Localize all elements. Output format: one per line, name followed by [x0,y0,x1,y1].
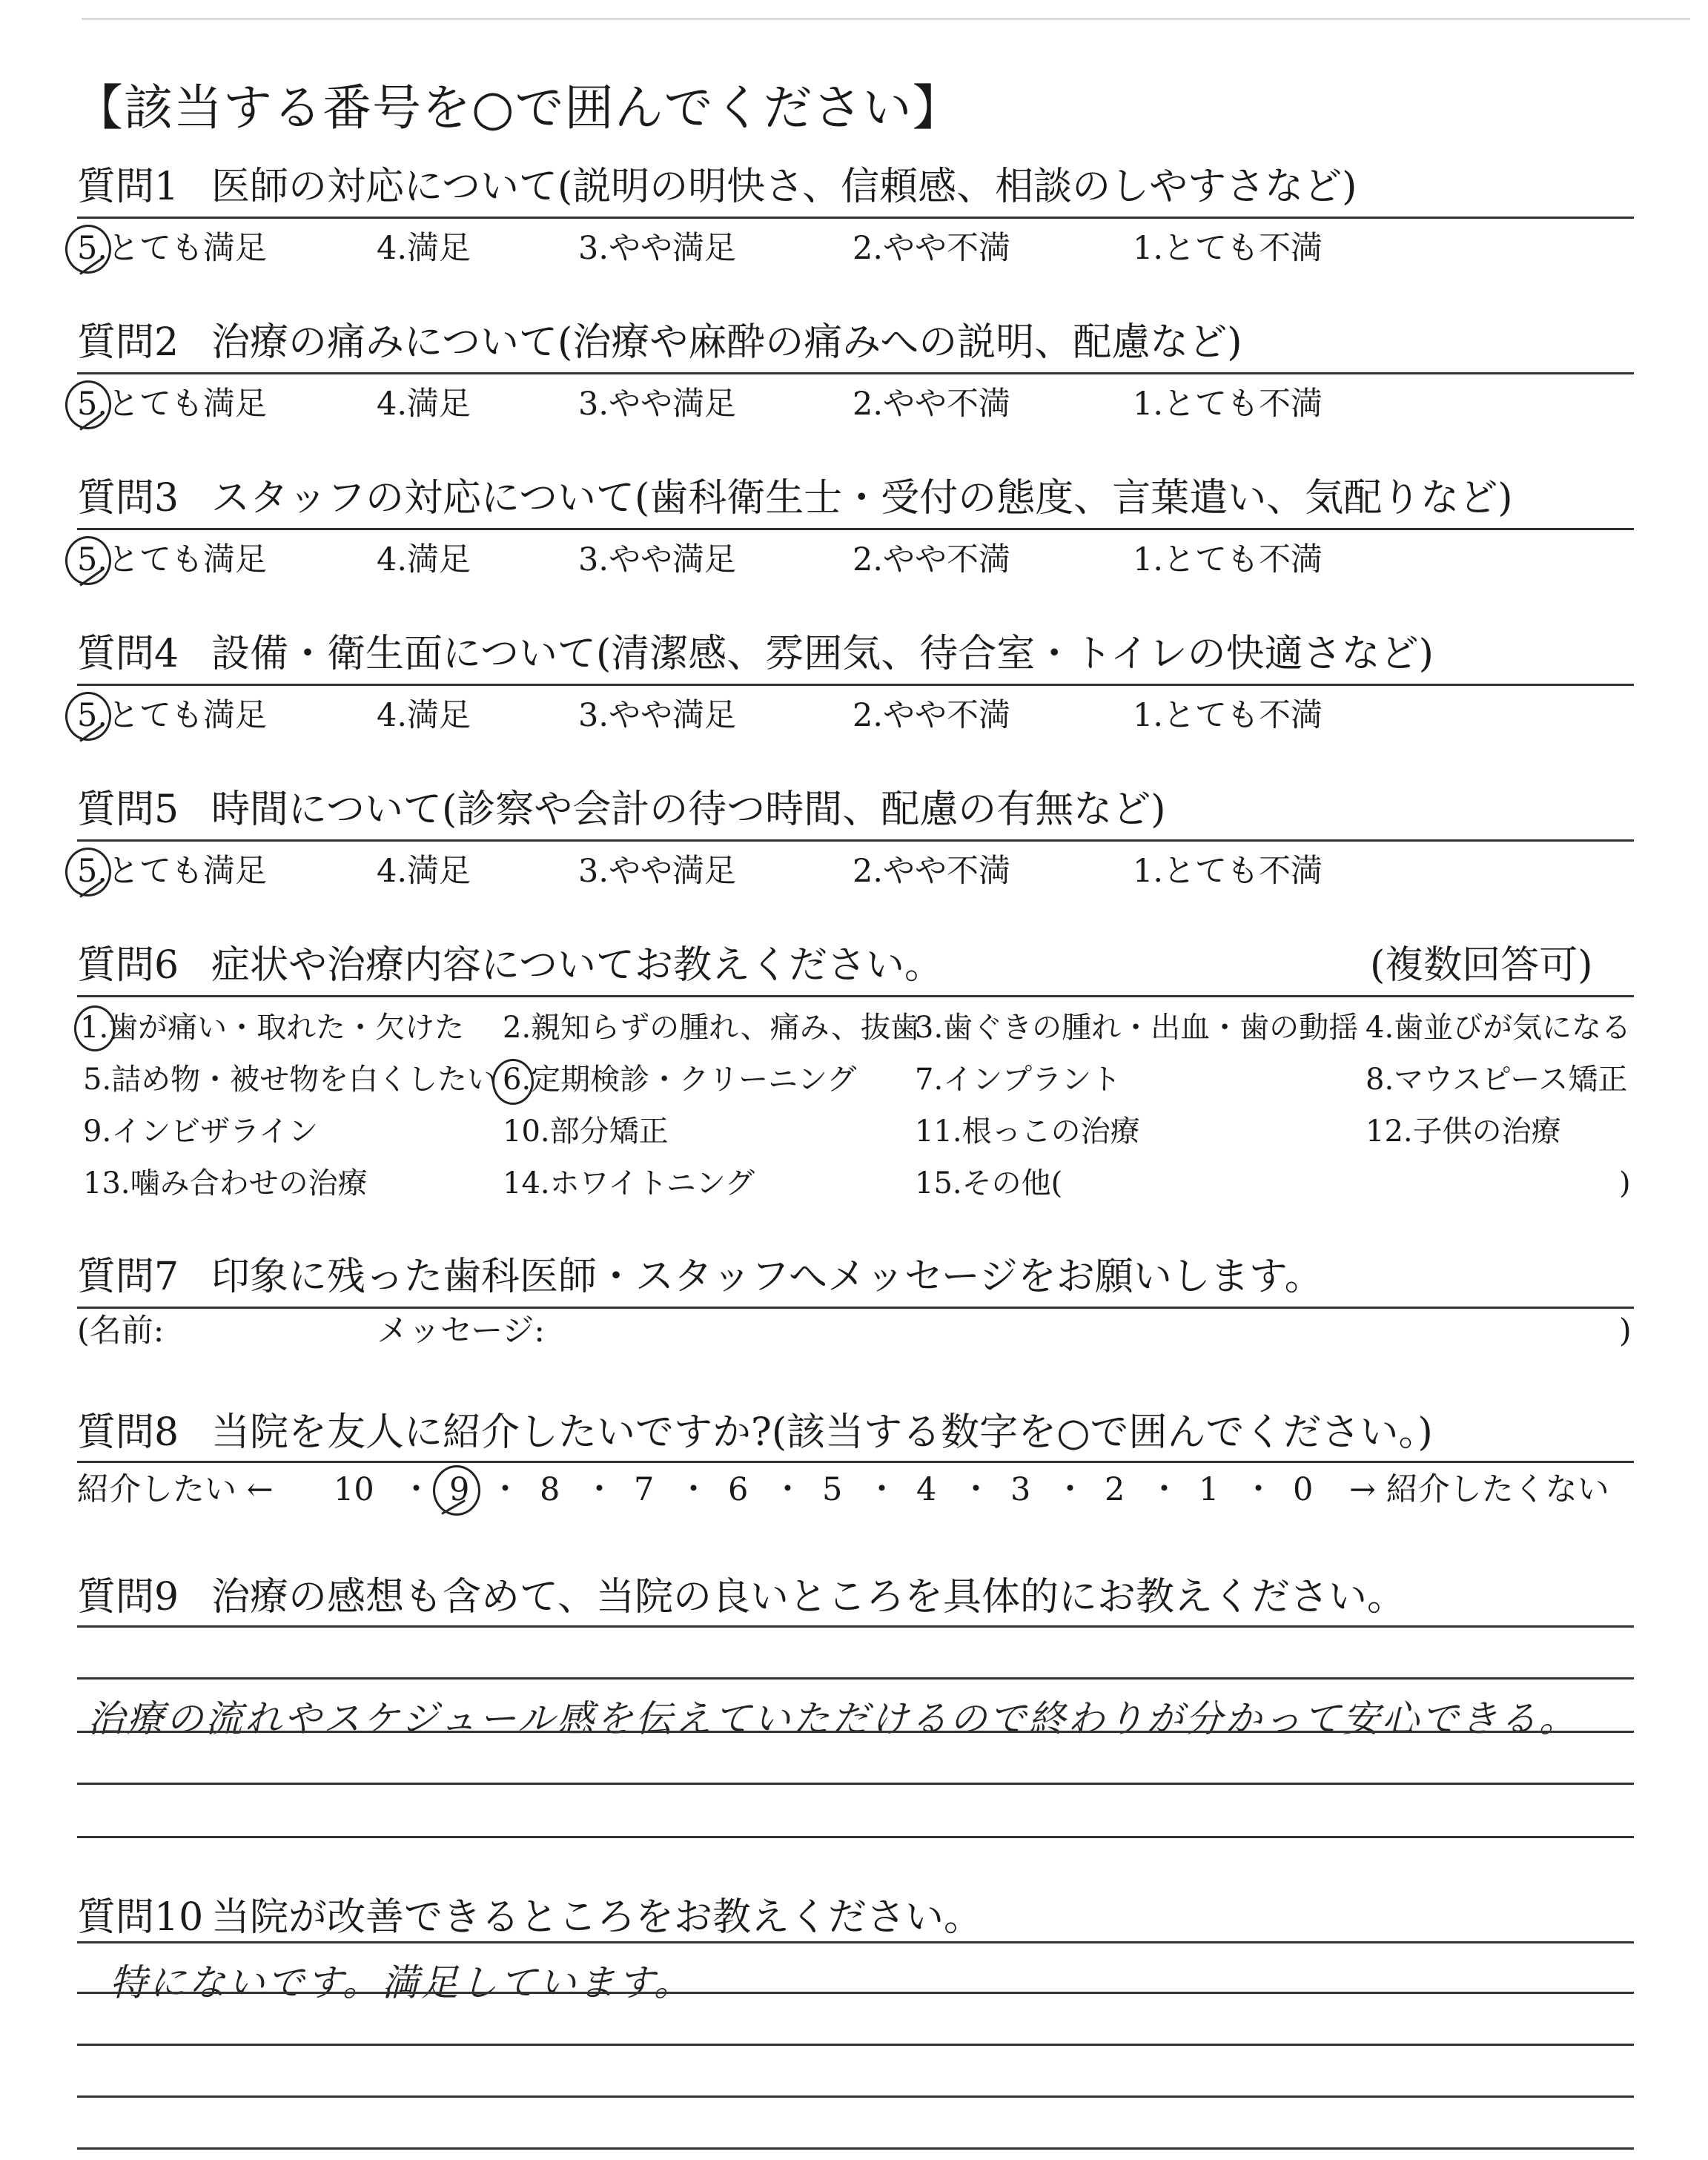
q8-dot: ・ [583,1471,615,1508]
q5-label: 質問5 [77,787,179,832]
q5-option-5[interactable]: 5.とても満足 [77,853,268,890]
q4-rule [77,684,1634,686]
q6-rule [77,995,1634,997]
form-title: 【該当する番号を○で囲んでください】 [74,79,962,136]
q8-scale-3[interactable]: 3 [1010,1471,1031,1508]
q6-option-11[interactable]: 11.根っこの治療 [915,1114,1140,1149]
q8-scale-5[interactable]: 5 [822,1471,843,1508]
q6-option-6[interactable]: 6.定期検診・クリーニング [503,1063,857,1097]
q4-option-2[interactable]: 2.やや不満 [853,697,1011,734]
q9-rule-2 [77,1677,1634,1680]
q7-label: 質問7 [77,1255,179,1299]
q9-label: 質問9 [77,1575,179,1619]
q1-option-5[interactable]: 5.とても満足 [77,230,268,267]
q5-option-1[interactable]: 1.とても不満 [1133,853,1323,890]
q6-option-10[interactable]: 10.部分矯正 [503,1114,669,1149]
q10-rule-1 [77,1941,1634,1943]
q8-scale-1[interactable]: 1 [1199,1471,1219,1508]
q3-rule [77,528,1634,530]
q5-option-4[interactable]: 4.満足 [377,853,471,890]
q7-text: 印象に残った歯科医師・スタッフへメッセージをお願いします。 [211,1255,1323,1299]
q8-scale-2[interactable]: 2 [1105,1471,1125,1508]
q1-option-4[interactable]: 4.満足 [377,230,471,267]
q9-handwritten-answer: 治療の流れやスケジュール感を伝えていただけるので終わりが分かって安心できる。 [87,1697,1578,1740]
q4-option-1[interactable]: 1.とても不満 [1133,697,1323,734]
q3-label: 質問3 [77,476,179,521]
q8-dot: ・ [772,1471,804,1508]
q2-option-3[interactable]: 3.やや満足 [578,386,737,423]
q1-label: 質問1 [77,165,179,209]
q6-option-7[interactable]: 7.インプラント [915,1063,1122,1097]
q6-option-5[interactable]: 5.詰め物・被せ物を白くしたい [83,1063,497,1097]
q8-selected-circle [433,1465,480,1516]
q6-option-2[interactable]: 2.親知らずの腫れ、痛み、抜歯 [503,1011,920,1045]
q6-option-12[interactable]: 12.子供の治療 [1366,1114,1561,1149]
q8-dot: ・ [1148,1471,1180,1508]
q8-scale-4[interactable]: 4 [916,1471,937,1508]
q6-option-15[interactable]: 15.その他( [915,1166,1063,1200]
q10-rule-2 [77,1992,1634,1994]
q9-rule-1 [77,1625,1634,1628]
q6-selected-circle-6 [492,1059,534,1105]
q8-label: 質問8 [77,1410,179,1455]
q7-message-label: メッセージ: [377,1312,545,1350]
q8-scale-9[interactable]: 9 [449,1471,470,1508]
q2-option-5[interactable]: 5.とても満足 [77,386,268,423]
q2-label: 質問2 [77,320,179,365]
q4-option-3[interactable]: 3.やや満足 [578,697,737,734]
q8-left-label: 紹介したい ← [77,1471,274,1508]
q1-option-1[interactable]: 1.とても不満 [1133,230,1323,267]
q6-option-1[interactable]: 1.歯が痛い・取れた・欠けた [80,1011,465,1045]
q3-option-1[interactable]: 1.とても不満 [1133,541,1323,578]
q4-label: 質問4 [77,632,179,676]
q9-text: 治療の感想も含めて、当院の良いところを具体的にお教えください。 [211,1575,1406,1619]
q5-text: 時間について(診察や会計の待つ時間、配慮の有無など) [211,787,1166,832]
q10-rule-5 [77,2147,1634,2150]
q8-dot: ・ [1054,1471,1086,1508]
q6-text: 症状や治療内容についてお教えください。 [211,943,943,988]
q7-rule [77,1307,1634,1309]
q10-rule-4 [77,2095,1634,2098]
q6-option-8[interactable]: 8.マウスピース矯正 [1366,1063,1628,1097]
q2-rule [77,372,1634,374]
q8-scale-6[interactable]: 6 [728,1471,749,1508]
q9-rule-4 [77,1783,1634,1785]
q9-rule-5 [77,1836,1634,1838]
q8-scale-7[interactable]: 7 [634,1471,655,1508]
q4-text: 設備・衛生面について(清潔感、雰囲気、待合室・トイレの快適さなど) [211,632,1434,676]
q10-label: 質問10 [77,1895,204,1940]
q2-text: 治療の痛みについて(治療や麻酔の痛みへの説明、配慮など) [211,320,1242,365]
q8-dot: ・ [1242,1471,1274,1508]
q1-rule [77,217,1634,219]
q3-option-5[interactable]: 5.とても満足 [77,541,268,578]
q7-name-label: (名前: [77,1312,165,1350]
q8-scale-10[interactable]: 10 [334,1471,374,1508]
q8-rule [77,1461,1634,1463]
q3-option-2[interactable]: 2.やや不満 [853,541,1011,578]
q8-text: 当院を友人に紹介したいですか?(該当する数字を○で囲んでください。) [211,1410,1433,1455]
q5-option-3[interactable]: 3.やや満足 [578,853,737,890]
q6-option-13[interactable]: 13.噛み合わせの治療 [83,1166,368,1200]
q8-dot: ・ [678,1471,709,1508]
q1-text: 医師の対応について(説明の明快さ、信頼感、相談のしやすさなど) [211,165,1357,209]
q10-rule-3 [77,2044,1634,2046]
q6-label: 質問6 [77,943,179,988]
q8-dot: ・ [866,1471,898,1508]
q10-text: 当院が改善できるところをお教えください。 [211,1895,983,1940]
q7-close-paren: ) [1619,1312,1632,1350]
q4-option-5[interactable]: 5.とても満足 [77,697,268,734]
q1-option-2[interactable]: 2.やや不満 [853,230,1011,267]
q3-text: スタッフの対応について(歯科衛生士・受付の態度、言葉遣い、気配りなど) [211,476,1513,521]
q4-option-4[interactable]: 4.満足 [377,697,471,734]
q6-note: (複数回答可) [1370,943,1593,988]
q5-option-2[interactable]: 2.やや不満 [853,853,1011,890]
q6-selected-circle-1 [74,1005,116,1051]
q10-handwritten-answer: 特にないです。満足しています。 [110,1961,693,2004]
q8-scale-0[interactable]: 0 [1293,1471,1314,1508]
q6-option-3[interactable]: 3.歯ぐきの腫れ・出血・歯の動揺 [915,1011,1359,1045]
q6-option-4[interactable]: 4.歯並びが気になる [1366,1011,1632,1045]
q5-rule [77,839,1634,842]
q8-dot: ・ [400,1471,432,1508]
q3-option-3[interactable]: 3.やや満足 [578,541,737,578]
q8-dot: ・ [960,1471,992,1508]
q6-option-9[interactable]: 9.インビザライン [83,1114,318,1149]
q8-scale-8[interactable]: 8 [540,1471,560,1508]
q6-option-14[interactable]: 14.ホワイトニング [503,1166,755,1200]
q1-option-3[interactable]: 3.やや満足 [578,230,737,267]
q8-right-label: → 紹介したくない [1349,1471,1609,1508]
q8-dot: ・ [489,1471,521,1508]
q2-option-1[interactable]: 1.とても不満 [1133,386,1323,423]
q2-option-4[interactable]: 4.満足 [377,386,471,423]
q9-rule-3 [77,1731,1634,1733]
top-border [82,18,1690,20]
q2-option-2[interactable]: 2.やや不満 [853,386,1011,423]
q3-option-4[interactable]: 4.満足 [377,541,471,578]
q6-option-15-close: ) [1619,1166,1631,1200]
